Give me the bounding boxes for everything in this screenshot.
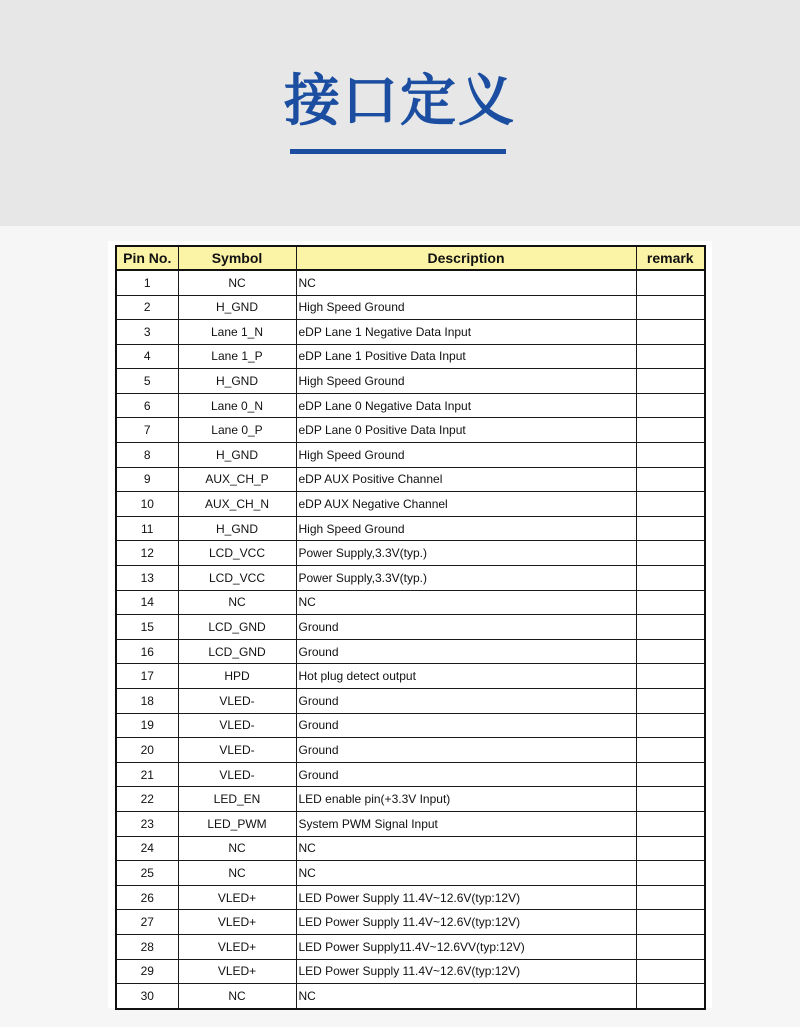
pin-cell: 5	[116, 369, 178, 394]
table-row	[116, 689, 705, 714]
description-cell: NC	[296, 984, 636, 1009]
description-cell: eDP Lane 0 Positive Data Input	[296, 418, 636, 443]
description-cell: eDP Lane 1 Positive Data Input	[296, 344, 636, 369]
symbol-cell: NC	[178, 984, 296, 1009]
description-cell: NC	[296, 270, 636, 295]
table-row	[116, 566, 705, 591]
remark-cell	[636, 787, 705, 812]
symbol-cell: VLED+	[178, 910, 296, 935]
table-row	[116, 320, 705, 345]
remark-cell	[636, 541, 705, 566]
symbol-cell: VLED-	[178, 689, 296, 714]
remark-cell	[636, 369, 705, 394]
pin-cell: 14	[116, 590, 178, 615]
column-header-pin: Pin No.	[116, 246, 178, 270]
table-body	[116, 270, 705, 1009]
remark-cell	[636, 467, 705, 492]
pin-cell: 2	[116, 295, 178, 320]
pin-cell: 1	[116, 270, 178, 295]
table-row	[116, 516, 705, 541]
pin-cell: 24	[116, 836, 178, 861]
symbol-cell: LED_PWM	[178, 811, 296, 836]
pin-cell: 11	[116, 516, 178, 541]
description-cell: eDP AUX Positive Channel	[296, 467, 636, 492]
description-cell: Ground	[296, 639, 636, 664]
description-cell: High Speed Ground	[296, 443, 636, 468]
pin-cell: 21	[116, 762, 178, 787]
remark-cell	[636, 492, 705, 517]
symbol-cell: H_GND	[178, 443, 296, 468]
table-row	[116, 910, 705, 935]
table-row	[116, 836, 705, 861]
description-cell: LED Power Supply 11.4V~12.6V(typ:12V)	[296, 959, 636, 984]
pin-cell: 28	[116, 934, 178, 959]
remark-cell	[636, 418, 705, 443]
remark-cell	[636, 566, 705, 591]
column-header-remark: remark	[636, 246, 705, 270]
pin-cell: 10	[116, 492, 178, 517]
symbol-cell: VLED+	[178, 934, 296, 959]
pin-cell: 22	[116, 787, 178, 812]
symbol-cell: Lane 1_N	[178, 320, 296, 345]
remark-cell	[636, 443, 705, 468]
remark-cell	[636, 664, 705, 689]
table-row	[116, 615, 705, 640]
description-cell: LED enable pin(+3.3V Input)	[296, 787, 636, 812]
table-row	[116, 639, 705, 664]
symbol-cell: LED_EN	[178, 787, 296, 812]
description-cell: Power Supply,3.3V(typ.)	[296, 566, 636, 591]
symbol-cell: NC	[178, 590, 296, 615]
pin-cell: 23	[116, 811, 178, 836]
symbol-cell: Lane 0_P	[178, 418, 296, 443]
pin-definition-table	[115, 245, 706, 1010]
pin-cell: 16	[116, 639, 178, 664]
description-cell: eDP Lane 1 Negative Data Input	[296, 320, 636, 345]
remark-cell	[636, 320, 705, 345]
symbol-cell: H_GND	[178, 516, 296, 541]
pin-cell: 25	[116, 861, 178, 886]
pin-cell: 27	[116, 910, 178, 935]
table-row	[116, 492, 705, 517]
remark-cell	[636, 516, 705, 541]
description-cell: eDP Lane 0 Negative Data Input	[296, 393, 636, 418]
remark-cell	[636, 885, 705, 910]
table-row	[116, 393, 705, 418]
description-cell: NC	[296, 590, 636, 615]
remark-cell	[636, 762, 705, 787]
pin-cell: 26	[116, 885, 178, 910]
column-header-symbol: Symbol	[178, 246, 296, 270]
pin-cell: 20	[116, 738, 178, 763]
pin-cell: 17	[116, 664, 178, 689]
pin-cell: 19	[116, 713, 178, 738]
symbol-cell: Lane 0_N	[178, 393, 296, 418]
table-row	[116, 270, 705, 295]
remark-cell	[636, 738, 705, 763]
symbol-cell: NC	[178, 861, 296, 886]
table-row	[116, 787, 705, 812]
pin-cell: 4	[116, 344, 178, 369]
remark-cell	[636, 959, 705, 984]
symbol-cell: HPD	[178, 664, 296, 689]
remark-cell	[636, 270, 705, 295]
table-row	[116, 984, 705, 1009]
description-cell: NC	[296, 861, 636, 886]
remark-cell	[636, 910, 705, 935]
pin-cell: 12	[116, 541, 178, 566]
pin-cell: 6	[116, 393, 178, 418]
table-row	[116, 369, 705, 394]
symbol-cell: VLED+	[178, 959, 296, 984]
table-row	[116, 664, 705, 689]
column-header-description: Description	[296, 246, 636, 270]
description-cell: NC	[296, 836, 636, 861]
remark-cell	[636, 934, 705, 959]
description-cell: Ground	[296, 615, 636, 640]
description-cell: eDP AUX Negative Channel	[296, 492, 636, 517]
symbol-cell: LCD_GND	[178, 615, 296, 640]
page-title: 接口定义	[284, 69, 516, 134]
table-row	[116, 541, 705, 566]
symbol-cell: H_GND	[178, 295, 296, 320]
description-cell: High Speed Ground	[296, 369, 636, 394]
table-header-row	[116, 246, 705, 270]
symbol-cell: VLED+	[178, 885, 296, 910]
table-row	[116, 590, 705, 615]
pin-cell: 29	[116, 959, 178, 984]
remark-cell	[636, 861, 705, 886]
table-row	[116, 811, 705, 836]
table-row	[116, 443, 705, 468]
remark-cell	[636, 590, 705, 615]
pin-cell: 7	[116, 418, 178, 443]
title-underline	[290, 149, 506, 154]
symbol-cell: NC	[178, 270, 296, 295]
symbol-cell: LCD_VCC	[178, 541, 296, 566]
pin-cell: 18	[116, 689, 178, 714]
table-row	[116, 738, 705, 763]
symbol-cell: VLED-	[178, 713, 296, 738]
symbol-cell: H_GND	[178, 369, 296, 394]
remark-cell	[636, 984, 705, 1009]
table-row	[116, 713, 705, 738]
description-cell: Power Supply,3.3V(typ.)	[296, 541, 636, 566]
symbol-cell: AUX_CH_N	[178, 492, 296, 517]
table-row	[116, 861, 705, 886]
remark-cell	[636, 713, 705, 738]
table-row	[116, 295, 705, 320]
symbol-cell: VLED-	[178, 762, 296, 787]
remark-cell	[636, 393, 705, 418]
remark-cell	[636, 689, 705, 714]
symbol-cell: VLED-	[178, 738, 296, 763]
symbol-cell: LCD_GND	[178, 639, 296, 664]
table-row	[116, 418, 705, 443]
remark-cell	[636, 836, 705, 861]
description-cell: Hot plug detect output	[296, 664, 636, 689]
description-cell: High Speed Ground	[296, 516, 636, 541]
remark-cell	[636, 344, 705, 369]
description-cell: LED Power Supply 11.4V~12.6V(typ:12V)	[296, 885, 636, 910]
header-banner	[0, 0, 800, 226]
description-cell: Ground	[296, 689, 636, 714]
description-cell: LED Power Supply 11.4V~12.6V(typ:12V)	[296, 910, 636, 935]
pin-cell: 8	[116, 443, 178, 468]
description-cell: Ground	[296, 762, 636, 787]
description-cell: Ground	[296, 738, 636, 763]
remark-cell	[636, 615, 705, 640]
pin-cell: 30	[116, 984, 178, 1009]
table-row	[116, 885, 705, 910]
remark-cell	[636, 295, 705, 320]
pin-cell: 9	[116, 467, 178, 492]
symbol-cell: NC	[178, 836, 296, 861]
description-cell: System PWM Signal Input	[296, 811, 636, 836]
table-row	[116, 934, 705, 959]
table-row	[116, 959, 705, 984]
symbol-cell: LCD_VCC	[178, 566, 296, 591]
symbol-cell: Lane 1_P	[178, 344, 296, 369]
pin-cell: 3	[116, 320, 178, 345]
remark-cell	[636, 811, 705, 836]
description-cell: High Speed Ground	[296, 295, 636, 320]
pin-cell: 15	[116, 615, 178, 640]
remark-cell	[636, 639, 705, 664]
table-row	[116, 467, 705, 492]
symbol-cell: AUX_CH_P	[178, 467, 296, 492]
description-cell: LED Power Supply11.4V~12.6VV(typ:12V)	[296, 934, 636, 959]
table-row	[116, 762, 705, 787]
table-row	[116, 344, 705, 369]
description-cell: Ground	[296, 713, 636, 738]
pin-cell: 13	[116, 566, 178, 591]
